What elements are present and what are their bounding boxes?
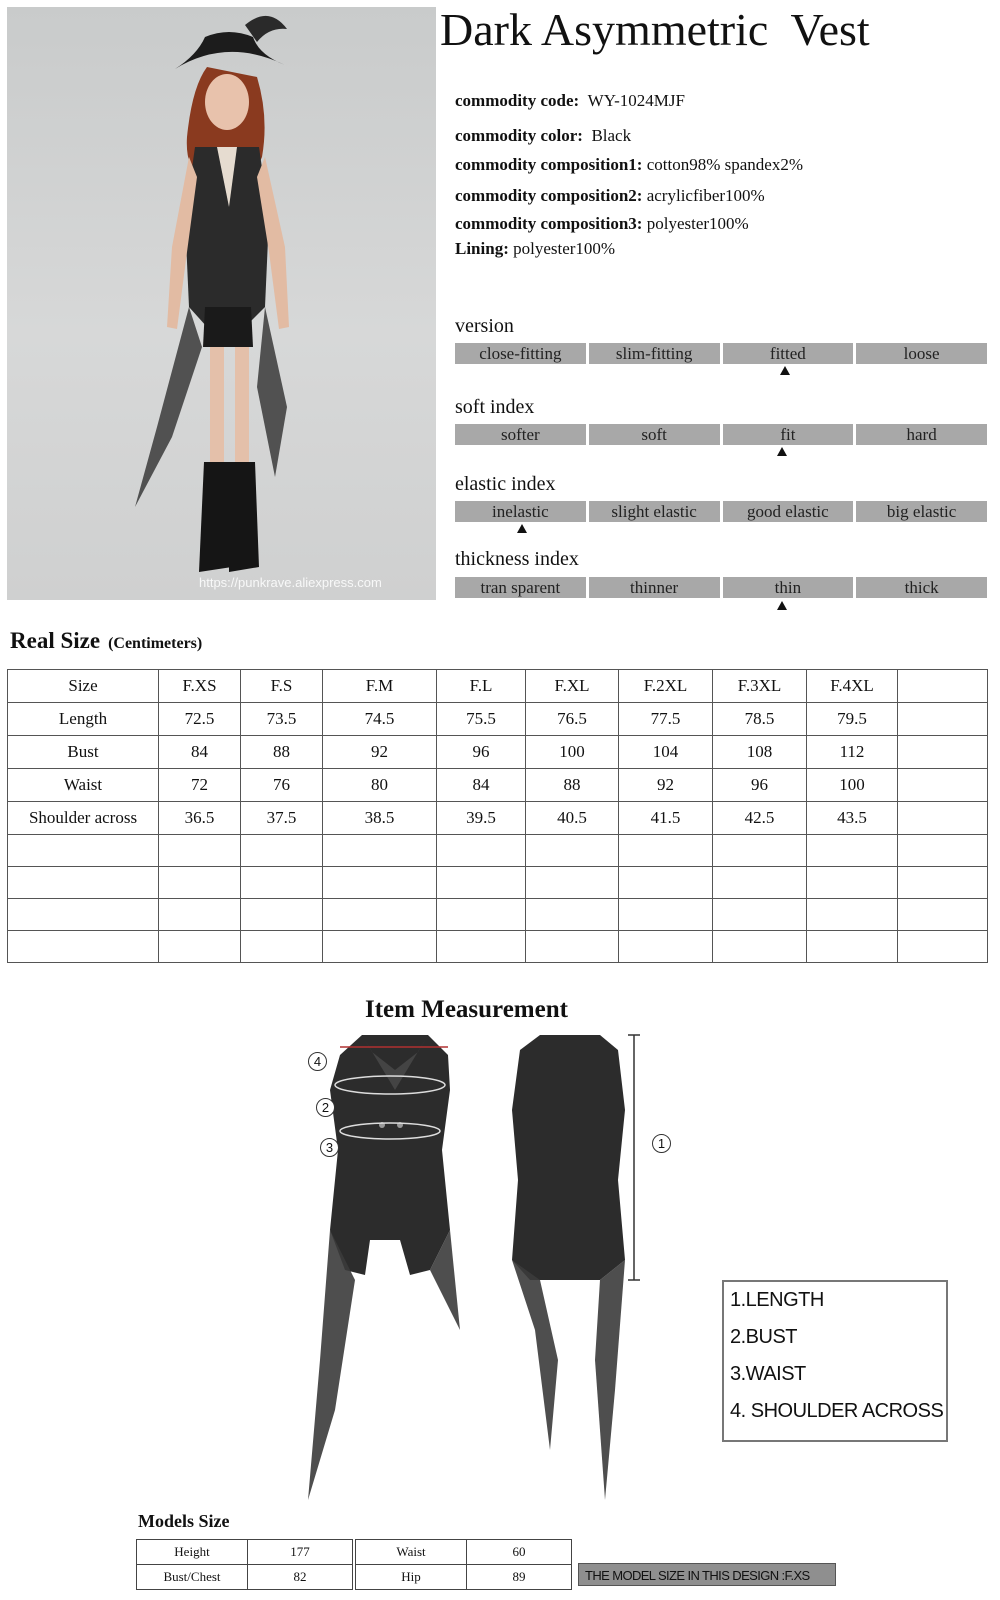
size-cell <box>159 835 241 867</box>
size-cell <box>526 899 619 931</box>
size-header-cell <box>898 670 988 703</box>
vest-back-drawing <box>512 1035 625 1500</box>
size-cell <box>807 835 898 867</box>
size-cell: 76 <box>241 769 323 802</box>
size-row <box>8 931 988 963</box>
elastic-index-label: elastic index <box>455 473 556 495</box>
size-cell: 74.5 <box>323 703 437 736</box>
size-cell <box>241 867 323 899</box>
spec-color <box>455 125 631 147</box>
size-row-label <box>8 867 159 899</box>
real-size-unit: (Centimeters) <box>108 635 203 652</box>
thickness-option: thin <box>723 577 854 598</box>
thickness-option: thinner <box>589 577 720 598</box>
size-row <box>8 736 988 769</box>
model-figure <box>7 7 436 600</box>
model-label: Waist <box>356 1540 467 1565</box>
size-cell: 88 <box>526 769 619 802</box>
marker-shoulder: 4 <box>308 1052 327 1071</box>
size-cell <box>323 899 437 931</box>
size-cell: 108 <box>713 736 807 769</box>
size-cell: 80 <box>323 769 437 802</box>
soft-option: softer <box>455 424 586 445</box>
size-cell <box>241 931 323 963</box>
spec-label: commodity code: <box>455 91 580 110</box>
model-value: 60 <box>467 1540 572 1565</box>
item-measurement-title: Item Measurement <box>365 996 568 1023</box>
watermark: https://punkrave.aliexpress.com <box>199 575 382 590</box>
spec-composition1 <box>455 154 803 176</box>
size-cell: 112 <box>807 736 898 769</box>
size-cell <box>807 899 898 931</box>
size-cell <box>898 867 988 899</box>
size-cell <box>526 835 619 867</box>
version-option: loose <box>856 343 987 364</box>
spec-label: commodity composition3: <box>455 214 643 233</box>
size-cell <box>159 931 241 963</box>
size-cell <box>898 899 988 931</box>
version-label: version <box>455 315 514 337</box>
size-cell <box>323 931 437 963</box>
size-row <box>8 802 988 835</box>
model-value: 177 <box>248 1540 353 1565</box>
version-option: close-fitting <box>455 343 586 364</box>
size-cell: 100 <box>807 769 898 802</box>
elastic-option: slight elastic <box>589 501 720 522</box>
thickness-index-marker-icon <box>777 601 787 610</box>
size-cell <box>713 867 807 899</box>
vest-diagram <box>300 1030 680 1540</box>
size-row-label: Waist <box>8 769 159 802</box>
model-label: Height <box>137 1540 248 1565</box>
thickness-option: tran sparent <box>455 577 586 598</box>
version-option: slim-fitting <box>589 343 720 364</box>
size-cell <box>898 703 988 736</box>
size-cell: 42.5 <box>713 802 807 835</box>
real-size-heading <box>10 628 202 654</box>
size-cell: 73.5 <box>241 703 323 736</box>
product-photo <box>7 7 436 600</box>
size-cell: 37.5 <box>241 802 323 835</box>
size-cell <box>241 835 323 867</box>
thickness-index-scale <box>455 577 987 598</box>
size-cell <box>713 931 807 963</box>
spec-label: commodity color: <box>455 126 583 145</box>
size-row-label <box>8 835 159 867</box>
legend-item: 4. SHOULDER ACROSS <box>730 1400 944 1422</box>
soft-index-scale <box>455 424 987 445</box>
size-cell <box>898 802 988 835</box>
models-size-title: Models Size <box>138 1511 230 1531</box>
size-cell: 38.5 <box>323 802 437 835</box>
soft-index-marker-icon <box>777 447 787 456</box>
size-cell <box>898 931 988 963</box>
size-header-cell: F.XL <box>526 670 619 703</box>
models-table-right <box>355 1539 572 1590</box>
size-row <box>8 867 988 899</box>
size-header-cell: Size <box>8 670 159 703</box>
model-value: 82 <box>248 1565 353 1590</box>
size-header-row <box>8 670 988 703</box>
marker-bust: 2 <box>316 1098 335 1117</box>
thickness-index-label: thickness index <box>455 548 579 570</box>
spec-label: Lining: <box>455 239 509 258</box>
size-cell <box>619 899 713 931</box>
size-row <box>8 835 988 867</box>
elastic-index-scale <box>455 501 987 522</box>
spec-value: Black <box>591 126 632 145</box>
size-cell <box>713 835 807 867</box>
size-header-cell: F.M <box>323 670 437 703</box>
size-cell <box>323 835 437 867</box>
size-cell: 75.5 <box>437 703 526 736</box>
size-header-cell: F.L <box>437 670 526 703</box>
model-size-note: THE MODEL SIZE IN THIS DESIGN :F.XS <box>578 1563 836 1586</box>
size-table <box>7 669 988 963</box>
spec-composition3 <box>455 213 749 235</box>
size-cell <box>619 867 713 899</box>
size-cell: 92 <box>323 736 437 769</box>
size-cell <box>898 736 988 769</box>
size-cell <box>807 931 898 963</box>
size-cell <box>526 931 619 963</box>
soft-option: soft <box>589 424 720 445</box>
version-scale <box>455 343 987 364</box>
size-cell: 72 <box>159 769 241 802</box>
models-table-left <box>136 1539 353 1590</box>
spec-value: WY-1024MJF <box>587 91 685 110</box>
size-cell: 92 <box>619 769 713 802</box>
model-value: 89 <box>467 1565 572 1590</box>
elastic-index-marker-icon <box>517 524 527 533</box>
marker-waist: 3 <box>320 1138 339 1157</box>
size-cell: 39.5 <box>437 802 526 835</box>
size-cell: 43.5 <box>807 802 898 835</box>
size-cell: 77.5 <box>619 703 713 736</box>
size-header-cell: F.4XL <box>807 670 898 703</box>
size-row-label: Length <box>8 703 159 736</box>
legend-item: 1.LENGTH <box>730 1289 824 1311</box>
spec-value: polyester100% <box>513 239 616 258</box>
size-cell <box>241 899 323 931</box>
size-row-label <box>8 931 159 963</box>
size-cell <box>898 835 988 867</box>
size-row <box>8 899 988 931</box>
size-cell <box>437 899 526 931</box>
spec-value: polyester100% <box>646 214 749 233</box>
size-cell: 40.5 <box>526 802 619 835</box>
size-cell: 104 <box>619 736 713 769</box>
soft-option: hard <box>856 424 987 445</box>
spec-value: cotton98% spandex2% <box>646 155 803 174</box>
size-row <box>8 703 988 736</box>
marker-length: 1 <box>652 1134 671 1153</box>
legend-item: 2.BUST <box>730 1326 798 1348</box>
size-row-label <box>8 899 159 931</box>
size-row-label: Shoulder across <box>8 802 159 835</box>
size-cell: 100 <box>526 736 619 769</box>
soft-option: fit <box>723 424 854 445</box>
version-option: fitted <box>723 343 854 364</box>
model-label: Hip <box>356 1565 467 1590</box>
measurement-legend <box>722 1280 948 1442</box>
size-cell <box>807 867 898 899</box>
size-cell: 79.5 <box>807 703 898 736</box>
spec-label: commodity composition1: <box>455 155 643 174</box>
size-cell: 72.5 <box>159 703 241 736</box>
size-cell <box>159 867 241 899</box>
version-marker-icon <box>780 366 790 375</box>
spec-composition2 <box>455 185 765 207</box>
spec-lining <box>455 238 615 260</box>
size-cell <box>437 835 526 867</box>
size-cell <box>619 835 713 867</box>
size-cell <box>713 899 807 931</box>
size-cell: 41.5 <box>619 802 713 835</box>
size-cell: 84 <box>159 736 241 769</box>
size-cell: 76.5 <box>526 703 619 736</box>
thickness-option: thick <box>856 577 987 598</box>
size-header-cell: F.2XL <box>619 670 713 703</box>
legend-item: 3.WAIST <box>730 1363 806 1385</box>
size-cell <box>437 931 526 963</box>
size-header-cell: F.3XL <box>713 670 807 703</box>
spec-value: acrylicfiber100% <box>646 186 765 205</box>
model-label: Bust/Chest <box>137 1565 248 1590</box>
size-cell: 96 <box>437 736 526 769</box>
size-cell <box>437 867 526 899</box>
size-cell <box>619 931 713 963</box>
size-row <box>8 769 988 802</box>
spec-label: commodity composition2: <box>455 186 643 205</box>
size-header-cell: F.S <box>241 670 323 703</box>
elastic-option: good elastic <box>723 501 854 522</box>
elastic-option: inelastic <box>455 501 586 522</box>
size-cell <box>898 769 988 802</box>
size-cell: 88 <box>241 736 323 769</box>
soft-index-label: soft index <box>455 396 535 418</box>
size-cell <box>526 867 619 899</box>
size-header-cell: F.XS <box>159 670 241 703</box>
size-row-label: Bust <box>8 736 159 769</box>
size-cell: 96 <box>713 769 807 802</box>
size-cell: 78.5 <box>713 703 807 736</box>
spec-code <box>455 90 685 112</box>
size-cell <box>159 899 241 931</box>
product-title: Dark Asymmetric Vest <box>440 4 870 55</box>
size-cell <box>323 867 437 899</box>
size-cell: 84 <box>437 769 526 802</box>
real-size-title: Real Size <box>10 628 101 653</box>
elastic-option: big elastic <box>856 501 987 522</box>
size-cell: 36.5 <box>159 802 241 835</box>
